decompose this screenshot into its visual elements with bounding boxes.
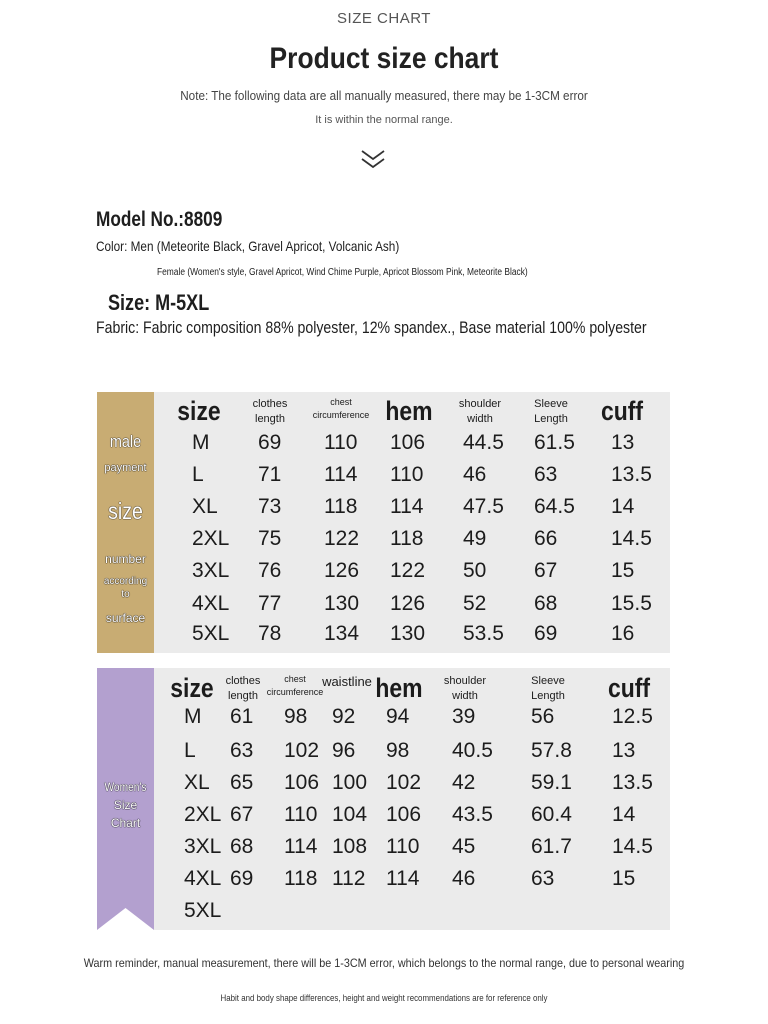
measurement-cell: 44.5 bbox=[463, 431, 504, 454]
band-label: payment bbox=[104, 462, 147, 474]
column-header-line: circumference bbox=[266, 686, 324, 697]
measurement-cell: 118 bbox=[324, 495, 358, 518]
column-header-line: cuff bbox=[600, 396, 644, 426]
measurement-cell: 122 bbox=[324, 527, 360, 550]
measurement-cell: 64.5 bbox=[534, 495, 575, 518]
measurement-cell: 46 bbox=[463, 463, 487, 486]
measurement-cell: 14 bbox=[611, 495, 635, 518]
ribbon-notch bbox=[97, 906, 154, 930]
measurement-cell: 104 bbox=[332, 803, 368, 826]
measurement-cell: 114 bbox=[284, 835, 318, 858]
band-label: Women's bbox=[104, 780, 147, 794]
measurement-note: Note: The following data are all manually measured, there may be 1-3CM error bbox=[180, 88, 588, 103]
column-header-line: shoulder bbox=[458, 398, 502, 410]
measurement-cell: 126 bbox=[390, 592, 426, 615]
measurement-cell: 43.5 bbox=[452, 803, 493, 826]
measurement-cell: 75 bbox=[258, 527, 282, 550]
column-header-line: Sleeve bbox=[531, 675, 565, 687]
column-header-line: circumference bbox=[312, 409, 370, 420]
column-header-line: length bbox=[255, 413, 285, 426]
color-female: Female (Women's style, Gravel Apricot, Wind Chime Purple, Apricot Blossom Pink, Meteorite Black) bbox=[157, 267, 528, 278]
measurement-cell: 94 bbox=[386, 705, 410, 728]
measurement-cell: 68 bbox=[534, 592, 558, 615]
column-header-line: cuff bbox=[607, 673, 651, 703]
measurement-cell: 57.8 bbox=[531, 739, 572, 762]
measurement-cell: 67 bbox=[534, 559, 558, 582]
measurement-cell: 13 bbox=[611, 431, 635, 454]
column-header-line: size bbox=[170, 673, 214, 703]
column-header-line: shoulder bbox=[443, 675, 487, 687]
measurement-cell: 42 bbox=[452, 771, 476, 794]
measurement-cell: 130 bbox=[390, 622, 426, 645]
measurement-cell: 92 bbox=[332, 705, 356, 728]
measurement-cell: 15.5 bbox=[611, 592, 652, 615]
measurement-cell: 15 bbox=[612, 867, 636, 890]
column-header-line: clothes bbox=[225, 675, 261, 687]
band-label: male bbox=[109, 432, 142, 451]
measurement-cell: 78 bbox=[258, 622, 282, 645]
measurement-cell: 106 bbox=[284, 771, 320, 794]
warm-reminder: Warm reminder, manual measurement, there will be 1-3CM error, which belongs to the normal range, due to personal wearing bbox=[83, 956, 685, 970]
measurement-cell: 134 bbox=[324, 622, 360, 645]
measurement-cell: 67 bbox=[230, 803, 254, 826]
measurement-cell: 100 bbox=[332, 771, 368, 794]
measurement-cell: 65 bbox=[230, 771, 254, 794]
measurement-cell: 110 bbox=[390, 463, 424, 486]
measurement-cell: 118 bbox=[284, 867, 318, 890]
band-label: Size bbox=[113, 798, 138, 812]
size-label: M bbox=[184, 705, 202, 728]
measurement-cell: 61.7 bbox=[531, 835, 572, 858]
size-label: M bbox=[192, 431, 210, 454]
measurement-cell: 15 bbox=[611, 559, 635, 582]
size-label: 5XL bbox=[192, 622, 230, 645]
measurement-cell: 63 bbox=[230, 739, 254, 762]
measurement-cell: 40.5 bbox=[452, 739, 493, 762]
women-size-table bbox=[97, 668, 670, 930]
band-label: Chart bbox=[110, 816, 141, 830]
measurement-cell: 63 bbox=[534, 463, 558, 486]
fabric-composition: Fabric: Fabric composition 88% polyester, 12% spandex., Base material 100% polyester bbox=[96, 318, 647, 337]
column-header-line: width bbox=[467, 413, 493, 426]
measurement-cell: 61.5 bbox=[534, 431, 575, 454]
band-label: according bbox=[103, 576, 148, 587]
measurement-cell: 96 bbox=[332, 739, 356, 762]
measurement-cell: 50 bbox=[463, 559, 487, 582]
measurement-cell: 52 bbox=[463, 592, 487, 615]
column-header-line: Length bbox=[534, 413, 568, 426]
measurement-cell: 98 bbox=[284, 705, 308, 728]
size-chart-kicker: SIZE CHART bbox=[337, 10, 431, 27]
measurement-cell: 76 bbox=[258, 559, 282, 582]
men-table-band bbox=[97, 392, 154, 653]
measurement-cell: 112 bbox=[332, 867, 366, 890]
measurement-cell: 49 bbox=[463, 527, 487, 550]
size-range: Size: M-5XL bbox=[108, 290, 210, 315]
column-header bbox=[578, 674, 680, 704]
measurement-cell: 56 bbox=[531, 705, 555, 728]
measurement-cell: 98 bbox=[386, 739, 410, 762]
column-header-line: waistline bbox=[322, 674, 372, 689]
measurement-cell: 114 bbox=[324, 463, 358, 486]
size-label: 5XL bbox=[184, 899, 222, 922]
band-label: number bbox=[105, 552, 146, 566]
measurement-cell: 108 bbox=[332, 835, 368, 858]
column-header-line: Length bbox=[531, 690, 565, 703]
women-table-band bbox=[97, 668, 154, 930]
measurement-cell: 77 bbox=[258, 592, 282, 615]
measurement-cell: 61 bbox=[230, 705, 254, 728]
column-header-line: chest bbox=[330, 397, 352, 407]
model-number: Model No.:8809 bbox=[96, 208, 223, 231]
measurement-cell: 13.5 bbox=[611, 463, 652, 486]
measurement-cell: 110 bbox=[386, 835, 420, 858]
measurement-cell: 102 bbox=[386, 771, 422, 794]
column-header-line: clothes bbox=[252, 398, 288, 410]
measurement-cell: 130 bbox=[324, 592, 360, 615]
measurement-cell: 16 bbox=[611, 622, 635, 645]
measurement-cell: 45 bbox=[452, 835, 476, 858]
measurement-cell: 39 bbox=[452, 705, 476, 728]
measurement-cell: 14.5 bbox=[611, 527, 652, 550]
column-header-line: chest bbox=[284, 674, 306, 684]
measurement-cell: 110 bbox=[324, 431, 358, 454]
measurement-cell: 47.5 bbox=[463, 495, 504, 518]
measurement-cell: 114 bbox=[386, 867, 420, 890]
size-label: XL bbox=[184, 771, 210, 794]
measurement-cell: 66 bbox=[534, 527, 558, 550]
band-label: surface bbox=[105, 611, 146, 625]
column-header-line: hem bbox=[385, 396, 433, 426]
measurement-cell: 53.5 bbox=[463, 622, 504, 645]
size-label: 3XL bbox=[192, 559, 230, 582]
column-header-line: length bbox=[228, 690, 258, 703]
measurement-cell: 110 bbox=[284, 803, 318, 826]
measurement-cell: 12.5 bbox=[612, 705, 653, 728]
band-label: size bbox=[108, 498, 143, 524]
measurement-cell: 69 bbox=[258, 431, 282, 454]
size-label: XL bbox=[192, 495, 218, 518]
measurement-cell: 73 bbox=[258, 495, 282, 518]
size-label: 4XL bbox=[184, 867, 222, 890]
measurement-cell: 46 bbox=[452, 867, 476, 890]
measurement-cell: 102 bbox=[284, 739, 320, 762]
measurement-cell: 63 bbox=[531, 867, 555, 890]
size-label: 2XL bbox=[192, 527, 230, 550]
size-label: 3XL bbox=[184, 835, 222, 858]
column-header-line: Sleeve bbox=[534, 398, 568, 410]
size-label: 4XL bbox=[192, 592, 230, 615]
measurement-cell: 69 bbox=[534, 622, 558, 645]
measurement-note-range: It is within the normal range. bbox=[315, 114, 453, 126]
size-label: L bbox=[184, 739, 196, 762]
column-header-line: size bbox=[177, 396, 221, 426]
size-label: 2XL bbox=[184, 803, 222, 826]
measurement-cell: 59.1 bbox=[531, 771, 572, 794]
measurement-cell: 106 bbox=[390, 431, 426, 454]
reference-note: Habit and body shape differences, height and weight recommendations are for reference only bbox=[220, 993, 548, 1003]
column-header-line: width bbox=[452, 690, 478, 703]
measurement-cell: 118 bbox=[390, 527, 424, 550]
measurement-cell: 68 bbox=[230, 835, 254, 858]
measurement-cell: 14 bbox=[612, 803, 636, 826]
measurement-cell: 14.5 bbox=[612, 835, 653, 858]
size-label: L bbox=[192, 463, 204, 486]
band-label: to bbox=[121, 589, 130, 600]
measurement-cell: 60.4 bbox=[531, 803, 572, 826]
color-men: Color: Men (Meteorite Black, Gravel Apricot, Volcanic Ash) bbox=[96, 238, 400, 254]
measurement-cell: 106 bbox=[386, 803, 422, 826]
double-chevron-down-icon bbox=[360, 146, 386, 172]
measurement-cell: 122 bbox=[390, 559, 426, 582]
measurement-cell: 13.5 bbox=[612, 771, 653, 794]
men-size-table bbox=[97, 392, 670, 653]
measurement-cell: 126 bbox=[324, 559, 360, 582]
column-header bbox=[571, 397, 673, 427]
measurement-cell: 71 bbox=[258, 463, 282, 486]
page-title: Product size chart bbox=[269, 42, 499, 75]
column-header-line: hem bbox=[375, 673, 423, 703]
measurement-cell: 13 bbox=[612, 739, 636, 762]
measurement-cell: 69 bbox=[230, 867, 254, 890]
measurement-cell: 114 bbox=[390, 495, 424, 518]
